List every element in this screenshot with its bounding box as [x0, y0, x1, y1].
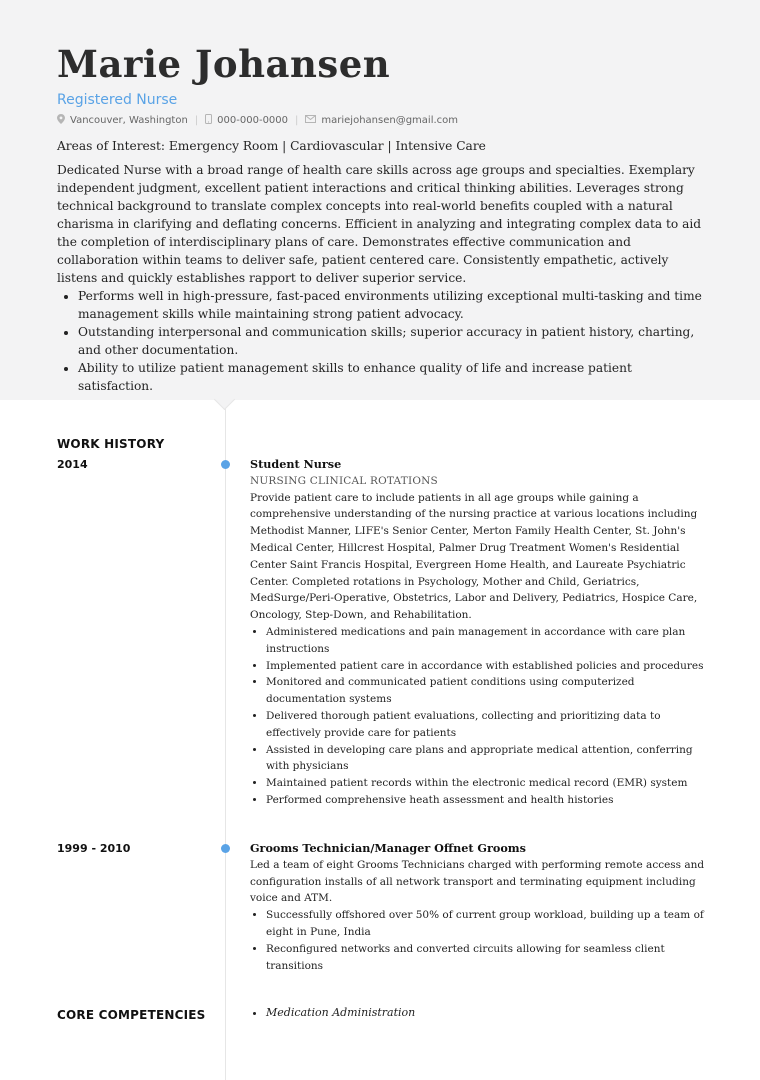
job-bullets	[250, 907, 705, 974]
job-bullet: • Performed comprehensive heath assessment and health histories	[266, 792, 705, 809]
areas-of-interest: Areas of Interest: Emergency Room | Cardiovascular | Intensive Care	[57, 139, 486, 153]
summary-bullets	[57, 287, 703, 395]
job-bullet: • Reconfigured networks and converted circuits allowing for seamless client transitions	[266, 941, 705, 975]
summary-bullet: • Performs well in high-pressure, fast-paced environments utilizing exceptional multi-tasking and time management skills while maintaining strong patient advocacy.	[78, 287, 703, 323]
competencies-list	[250, 1006, 415, 1019]
contact-divider: |	[295, 115, 299, 126]
job-bullet: • Successfully offshored over 50% of current group workload, building up a team of eight in Pune, India	[266, 907, 705, 941]
contact-divider: |	[194, 115, 199, 126]
envelope-icon	[305, 115, 316, 126]
timeline-dot	[221, 460, 230, 469]
timeline-dot	[221, 844, 230, 853]
job-entry	[250, 456, 705, 809]
job-bullet: • Maintained patient records within the electronic medical record (EMR) system	[266, 775, 705, 792]
professional-summary: Dedicated Nurse with a broad range of health care skills across age groups and specialties. Exemplary independent judgment, excellent patient interactions and critical thinking abilities. Leverages strong technical background to translate complex concepts into real-world benefits coupled with a natural charisma in clarifying and deflating concerns. Efficient in analyzing and integrating complex data to aid the completion of interdisciplinary plans of care. Demonstrates effective communication and collaboration within teams to deliver safe, patient centered care. Consistently empathetic, actively listens and quickly establishes rapport to deliver superior service.	[57, 163, 702, 285]
job-description: Led a team of eight Grooms Technicians charged with performing remote access and configuration installs of all network transport and terminating equipment including voice and ATM.	[250, 858, 705, 905]
company-name: NURSING CLINICAL ROTATIONS	[250, 474, 438, 487]
job-role: Registered Nurse	[57, 92, 178, 108]
job-date: 2014	[57, 458, 88, 471]
job-bullet: • Implemented patient care in accordance with established policies and procedures	[266, 658, 705, 675]
job-bullet: • Monitored and communicated patient conditions using computerized documentation systems	[266, 674, 705, 708]
resume-body	[0, 400, 760, 1080]
job-entry	[250, 840, 705, 974]
job-title: Grooms Technician/Manager Offnet Grooms	[250, 841, 526, 855]
core-competencies-heading: CORE COMPETENCIES	[57, 1008, 206, 1022]
job-date: 1999 - 2010	[57, 842, 131, 855]
candidate-name: Marie Johansen	[57, 42, 391, 86]
phone-icon	[205, 114, 212, 127]
contact-bar	[57, 114, 703, 127]
job-bullets	[250, 624, 705, 809]
summary-bullet: • Ability to utilize patient management skills to enhance quality of life and increase patient satisfaction.	[78, 359, 703, 395]
email-link[interactable]: mariejohansen@gmail.com	[321, 115, 459, 126]
job-bullet: • Administered medications and pain management in accordance with care plan instructions	[266, 624, 705, 658]
summary-bullet: • Outstanding interpersonal and communication skills; superior accuracy in patient history, charting, and other documentation.	[78, 323, 703, 359]
job-bullet: • Delivered thorough patient evaluations, collecting and prioritizing data to effectively provide care for patients	[266, 708, 705, 742]
competency-item: • Medication Administration	[266, 1006, 415, 1019]
resume-header	[0, 0, 760, 400]
location-pin-icon	[57, 114, 65, 127]
timeline-line	[225, 400, 226, 1080]
job-bullet: • Assisted in developing care plans and appropriate medical attention, conferring with physicians	[266, 742, 705, 776]
job-description: Provide patient care to include patients in all age groups while gaining a comprehensive understanding of the nursing practice at various locations including Methodist Manner, LIFE's Senior Center, Merton Family Health Center, St. John's Medical Center, Hillcrest Hospital, Palmer Drug Treatment Women's Residential Center Saint Francis Hospital, Evergreen Home Health, and Laureate Psychiatric Center. Completed rotations in Psychology, Mother and Child, Geriatrics, MedSurge/Peri-Operative, Obstetrics, Labor and Delivery, Pediatrics, Hospice Care, Oncology, Step-Down, and Rehabilitation.	[250, 491, 698, 622]
job-title: Student Nurse	[250, 457, 342, 471]
phone-text: 000-000-0000	[217, 115, 289, 126]
work-history-heading: WORK HISTORY	[57, 437, 165, 451]
location-text: Vancouver, Washington	[70, 115, 188, 126]
